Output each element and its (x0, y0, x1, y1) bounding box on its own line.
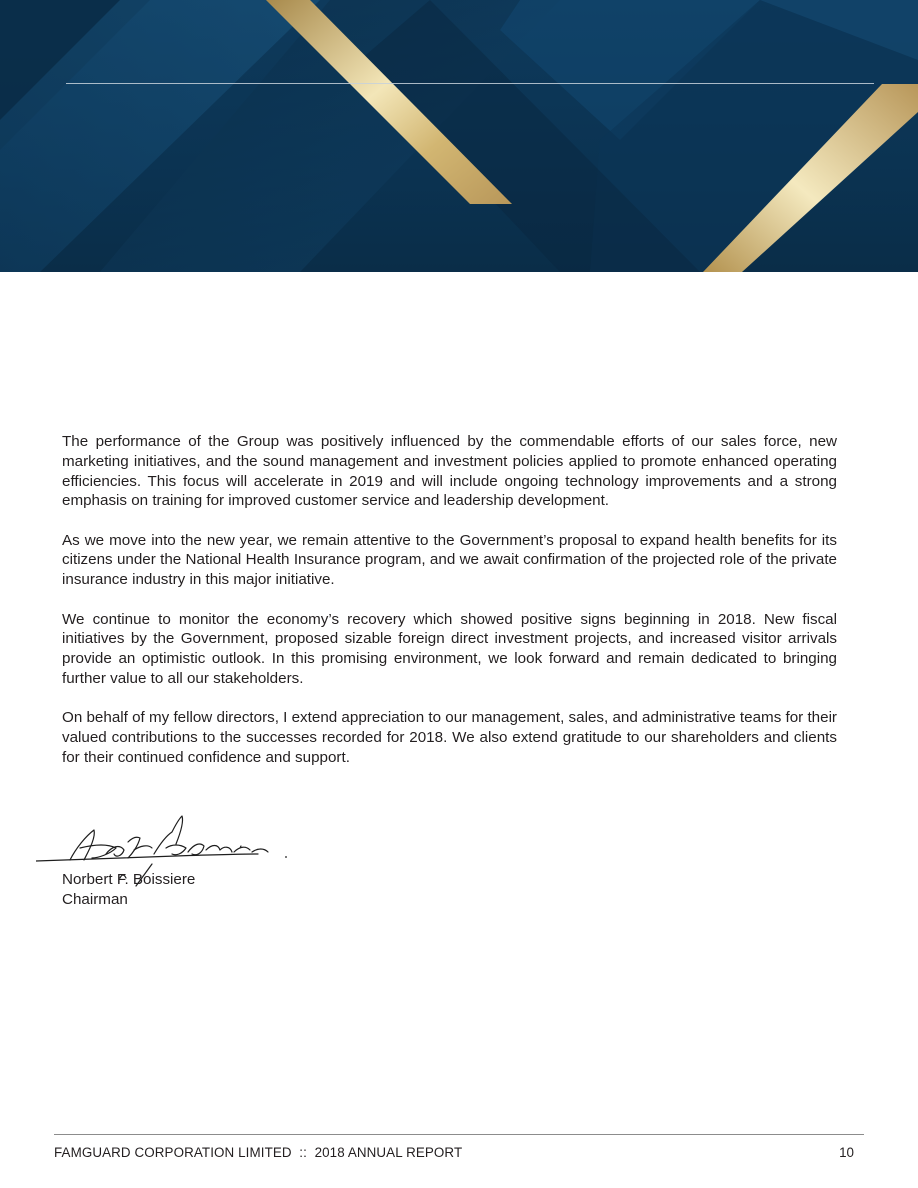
signatory-name: Norbert F. Boissiere (62, 871, 196, 888)
footer-divider (54, 1134, 864, 1135)
paragraph: We continue to monitor the economy’s recovery which showed positive signs beginning in 2018. New fiscal initiatives by the Government, proposed sizable foreign direct investment projects, and increased visitor arrivals provide an optimistic outlook. In this promising environment, we look forward and remain dedicated to bringing further value to all our stakeholders. (62, 610, 837, 687)
paragraph: The performance of the Group was positively influenced by the commendable efforts of our sales force, new marketing initiatives, and the sound management and investment policies applied to promote enhanced operating efficiencies. This focus will accelerate in 2019 and will include ongoing technology improvements and a strong emphasis on training for improved customer service and leadership development. (62, 433, 837, 510)
signatory-block (62, 870, 195, 909)
footer-publication: FAMGUARD CORPORATION LIMITED :: 2018 ANNUAL REPORT (54, 1145, 463, 1160)
header-banner (0, 0, 918, 272)
paragraph: As we move into the new year, we remain attentive to the Government’s proposal to expand health benefits for its citizens under the National Health Insurance program, and we await confirmation of the projected role of the private insurance industry in this major initiative. (62, 531, 837, 589)
page-number: 10 (839, 1145, 854, 1160)
banner-graphic (0, 0, 918, 272)
signatory-title: Chairman (62, 890, 128, 908)
letter-body (62, 432, 837, 787)
paragraph: On behalf of my fellow directors, I extend appreciation to our management, sales, and administrative teams for their valued contributions to the successes recorded for 2018. We also extend gratitude to our shareholders and clients for their continued confidence and support. (62, 709, 837, 766)
